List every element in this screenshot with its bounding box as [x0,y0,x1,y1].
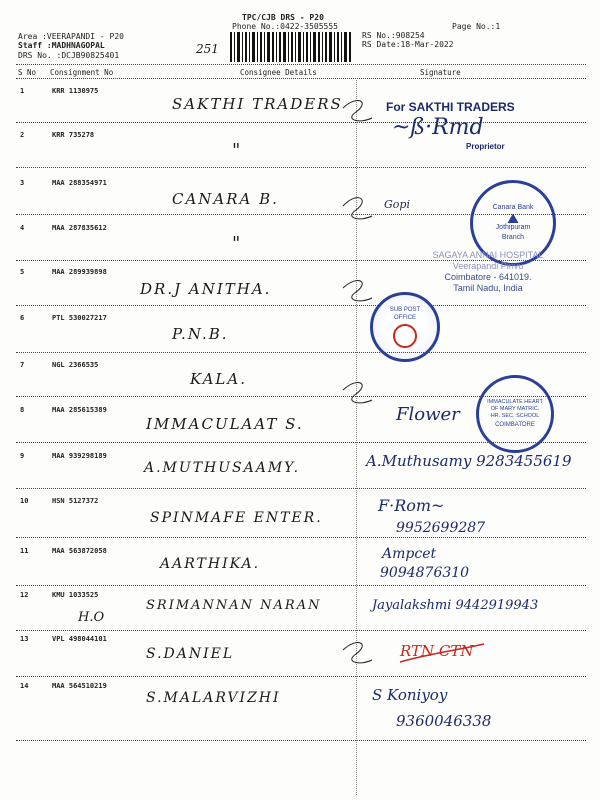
row-sno: 9 [20,452,25,460]
row-signature-scribble: Ampcet [382,546,437,562]
row-consignment: KMU 1033525 [52,591,99,599]
row-rule [16,488,586,489]
canara-stamp-top: Canara Bank [492,204,534,211]
row-signature: Flower [396,404,460,425]
stamp-sakthi-sub: Proprietor [466,142,505,151]
row-rule [16,676,586,677]
stamp-sakthi: For SAKTHI TRADERS [386,100,515,114]
row-consignee: S.DANIEL [146,646,235,662]
row-sno: 5 [20,268,25,276]
row-consignment: KRR 1130975 [52,87,99,95]
row-rule [16,122,586,123]
row-sno: 7 [20,361,25,369]
area-label: Area :VEERAPANDI - P20 [18,32,124,41]
row-consignment: VPL 498044101 [52,635,107,643]
row-sno: 10 [20,497,29,505]
row-rule [16,740,586,741]
col-sno: S No [18,68,37,77]
row-consignment: MAA 285615389 [52,406,107,414]
row-signature-scribble: S Koniyoy [372,686,448,704]
row-consignee: IMMACULAAT S. [146,415,304,433]
school-city: COIMBATORE [495,422,535,428]
pen-loop-marks [338,90,374,730]
row-consignment: PTL 530027217 [52,314,107,322]
row-signature: 9094876310 [380,565,470,581]
row-sno: 8 [20,406,25,414]
row-sno: 11 [20,547,29,555]
row-consignee: AARTHIKA. [160,556,261,572]
row-rule [16,167,586,168]
row-signature-scribble: F·Rom~ [378,496,445,515]
margin-note: H.O [78,610,105,625]
red-strike-mark [398,640,488,674]
canara-stamp-mid: Jothipuram [495,224,531,231]
row-rule [16,585,586,586]
canara-logo-icon: ⛰ [507,210,519,226]
row-signature: A.Muthusamy 9283455619 [366,452,572,470]
row-sno: 6 [20,314,25,322]
sagaya-line-4: Tamil Nadu, India [453,283,523,293]
row-sno: 3 [20,179,25,187]
sagaya-stamp [398,250,578,294]
row-consignee: SRIMANNAN NARAN [146,598,322,613]
row-consignment: HSN 5127372 [52,497,99,505]
row-consignment: NGL 2366535 [52,361,99,369]
row-sno: 13 [20,635,29,643]
row-sno: 12 [20,591,29,599]
row-sno: 2 [20,131,25,139]
row-consignee: " [232,140,243,161]
row-consignee: SAKTHI TRADERS [172,95,343,113]
rs-date: RS Date:18-Mar-2022 [362,40,454,49]
header-rule-bottom [16,78,586,79]
page-number: Page No.:1 [452,22,501,31]
row-consignment: MAA 287835612 [52,224,107,232]
header-rule-top [16,64,586,65]
sagaya-line-3: Coimbatore - 641019. [444,272,532,282]
row-rule [16,630,586,631]
row-sno: 14 [20,682,29,690]
row-sno: 4 [20,224,25,232]
row-signature: Gopi [384,198,410,211]
row-rule [16,352,586,353]
row-consignee: S.MALARVIZHI [146,690,281,706]
phone-number: Phone No.:0422-3505555 [232,22,338,31]
col-consignment: Consignment No [50,68,114,77]
row-consignee: " [232,233,243,254]
row-consignment: MAA 563872058 [52,547,107,555]
row-consignment: KRR 735278 [52,131,95,139]
sagaya-line-2: Veerapandi Pirivu [452,261,524,271]
post-office-text: SUB POST OFFICE [389,307,421,321]
staff-label: Staff :MADHNAGOPAL [18,41,105,50]
row-consignment: MAA 289939898 [52,268,107,276]
row-signature: ~ß·Rmd [392,115,484,140]
row-sno: 1 [20,87,25,95]
row-consignment: MAA 564510219 [52,682,107,690]
barcode [230,32,352,62]
row-signature: Jayalakshmi 9442919943 [372,598,539,613]
col-consignee: Consignee Details [240,68,317,77]
row-signature-red: RTN CTN [400,642,474,660]
sagaya-line-1: SAGAYA ANNAI HOSPITAL [432,250,544,260]
row-consignment: MAA 288354971 [52,179,107,187]
row-consignment: MAA 939298189 [52,452,107,460]
school-name: IMMACULATE HEART OF MARY MATRIC. HR. SEC. SCHOOL [487,399,543,419]
row-consignee: KALA. [190,370,247,388]
row-signature: 9952699287 [396,520,486,536]
rs-number: RS No.:908254 [362,31,425,40]
red-circle-mark [393,324,417,348]
row-consignee: A.MUTHUSAAMY. [144,460,301,476]
handwritten-mark: 251 [196,42,219,56]
row-consignee: CANARA B. [172,190,279,208]
drs-number: DRS No. :DCJB90825401 [18,51,120,60]
row-rule [16,537,586,538]
row-consignee: P.N.B. [172,325,229,343]
row-consignee: DR.J ANITHA. [140,280,272,298]
row-rule [16,305,586,306]
col-signature: Signature [420,68,461,77]
row-signature: 9360046338 [396,712,492,730]
row-rule [16,442,586,443]
canara-stamp-bot: Branch [501,234,525,241]
row-consignee: SPINMAFE ENTER. [150,510,323,526]
sheet-title: TPC/CJB DRS - P20 [242,13,324,22]
